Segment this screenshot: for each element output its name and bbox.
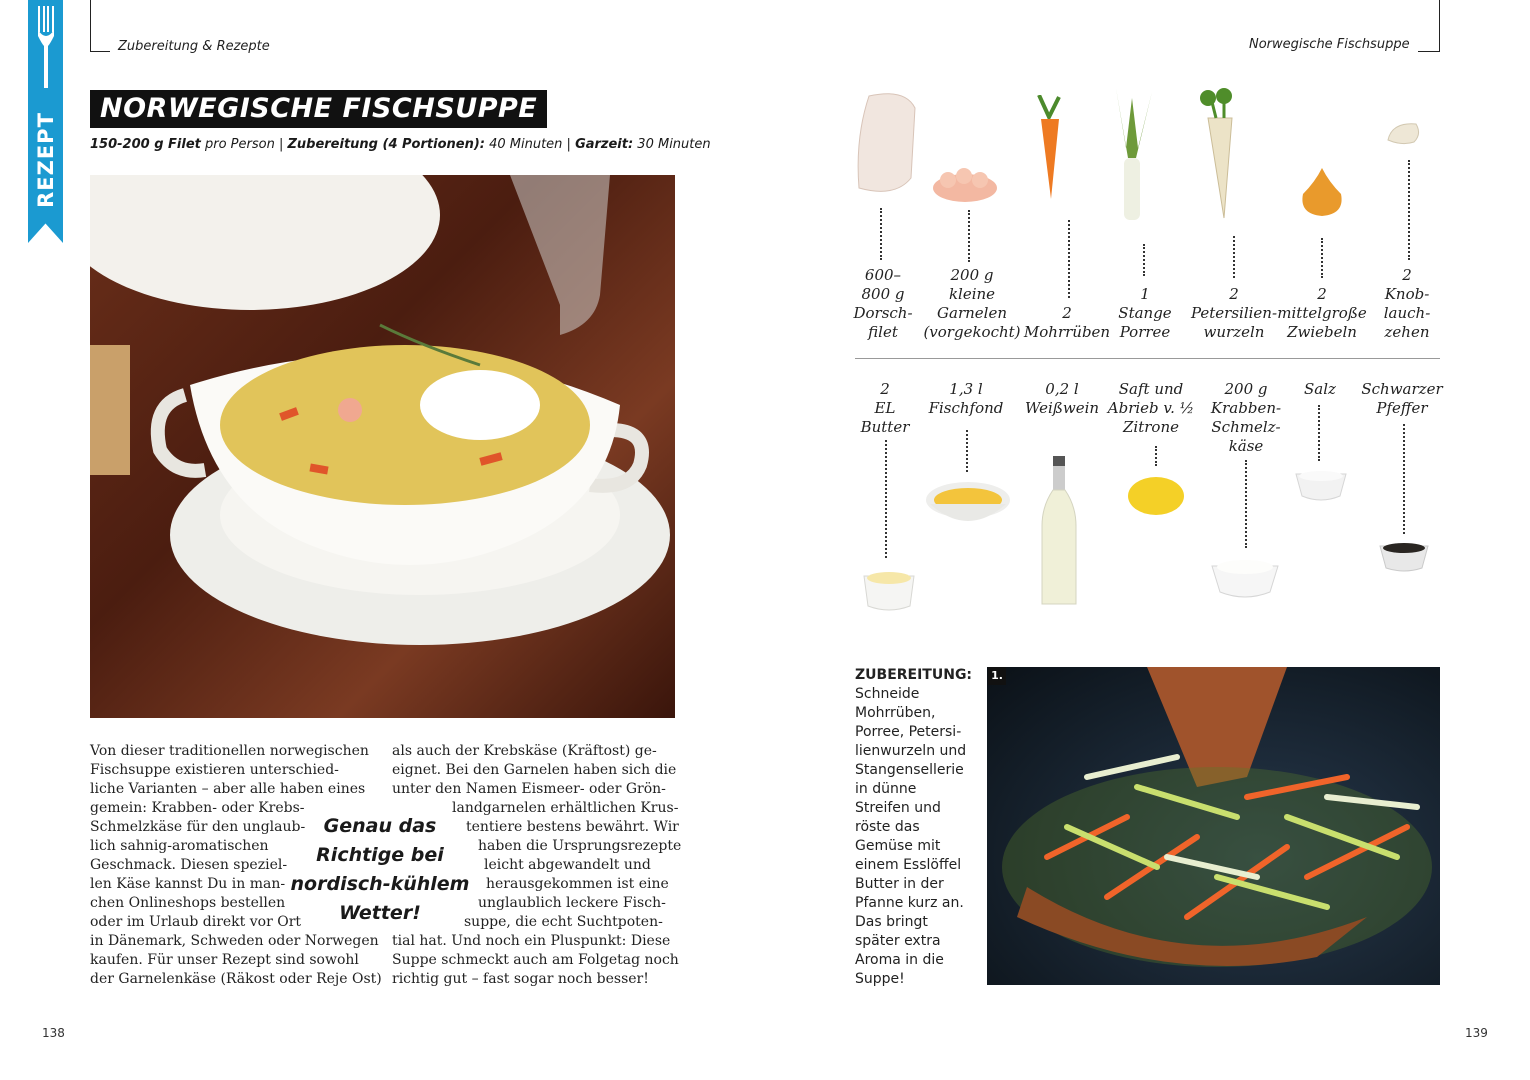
butter-icon (860, 566, 918, 612)
ingredient-label: Saft und Abrieb v. ½ Zitrone (1107, 380, 1195, 436)
lemon-icon (1126, 474, 1186, 518)
page-number-right: 139 (1465, 1026, 1488, 1040)
shrimp-icon (930, 162, 1000, 204)
ingredient-label: Schwarzer Pfeffer (1361, 380, 1443, 417)
running-header-right: Norwegische Fischsuppe (1249, 37, 1410, 52)
ingredient-label: 2 Mohrrüben (1023, 304, 1111, 341)
connector (1068, 220, 1070, 298)
ingredients-divider (855, 358, 1440, 359)
step-badge: 1. (988, 667, 1006, 685)
pepper-icon (1378, 538, 1430, 574)
parsley-root-icon (1194, 88, 1244, 223)
body-text-col2: als auch der Krebskäse (Kräftost) ge- eignet. Bei den Garnelen haben sich die unter den Namen Eismeer- oder Grön- landgarnelen erhältlichen Krus- tentiere bestens bewährt. Wir haben die Ursprungsrezepte leicht abgewandelt und herausgekommen ist eine unglaublich leckere Fisch- suppe, die echt Suchtpoten- tial hat. Und noch ein Pluspunkt: Diese Suppe schmeckt auch am Folgetag noch richtig gut – fast sogar noch besser! (392, 743, 682, 987)
ingredient-label: 1 Stange Porree (1118, 285, 1172, 341)
cheese-bowl-icon (1210, 552, 1280, 600)
connector (1245, 460, 1247, 548)
ingredient-label: 0,2 l Weißwein (1024, 380, 1100, 417)
connector (885, 440, 887, 558)
connector (1403, 424, 1405, 534)
ingredient-label: 200 g kleine Garnelen (vorgekocht) (923, 266, 1021, 341)
ingredient-label: 200 g Krabben- Schmelz- käse (1210, 380, 1282, 455)
connector (1318, 405, 1320, 461)
connector (880, 208, 882, 260)
ingredient-label: 2 mittelgroße Zwiebeln (1277, 285, 1367, 341)
preparation-text: ZUBEREITUNG: Schneide Mohrrüben, Porree, Petersi- lienwurzeln und Stangensellerie in dünne Streifen und röste das Gemüse mit einem Esslöffel Butter in der Pfanne kurz an. Das bringt später extra Aroma in die Suppe! (855, 667, 973, 987)
ingredient-label: 2 Knob- lauch- zehen (1383, 266, 1431, 341)
page-title: NORWEGISCHE FISCHSUPPE (90, 90, 547, 128)
ingredient-label: 1,3 l Fischfond (928, 380, 1004, 417)
connector (1408, 160, 1410, 260)
fish-fillet-icon (855, 88, 917, 198)
header-frame-right-foot (1418, 51, 1439, 52)
fish-stock-icon (924, 478, 1012, 534)
garlic-icon (1386, 120, 1422, 146)
connector (966, 430, 968, 472)
connector (1155, 446, 1157, 466)
header-frame-right (1439, 0, 1440, 52)
fork-icon (36, 6, 56, 88)
pull-quote: Genau das Richtige bei nordisch-kühlem Wetter! (290, 815, 470, 924)
ingredient-label: 600– 800 g Dorsch- filet (853, 266, 913, 341)
carrot-icon (1035, 95, 1065, 205)
body-text-col1: Von dieser traditionellen norwegischen Fischsuppe existieren unterschied- liche Varianten – aber alle haben eines gemein: Krabben- oder Krebs- Schmelzkäse für den unglaub- lich sahnig-aromatischen Geschmack. Diesen speziel- len Käse kannst Du in man- chen Onlineshops bestellen oder im Urlaub direkt vor Ort in Dänemark, Schweden oder Norwegen kaufen. Für unser Rezept sind sowohl der Garnelenkäse (Räkost oder Reje Ost) (90, 743, 382, 987)
ingredient-label: Salz (1304, 380, 1336, 398)
running-header-left: Zubereitung & Rezepte (118, 39, 270, 54)
recipe-meta: 150-200 g Filet pro Person | Zubereitung (4 Portionen): 40 Minuten | Garzeit: 30 Minuten (90, 137, 711, 152)
onion-icon (1299, 168, 1345, 218)
connector (1321, 238, 1323, 278)
page-number-left: 138 (42, 1026, 65, 1040)
connector (1143, 244, 1145, 276)
ingredient-label: 2 EL Butter (860, 380, 910, 436)
rezept-tab-label: REZEPT (33, 112, 58, 208)
wine-bottle-icon (1038, 456, 1080, 611)
connector (968, 210, 970, 262)
pan-vegetables-photo (987, 667, 1440, 985)
ingredient-label: 2 Petersilien- wurzeln (1190, 285, 1278, 341)
salt-icon (1294, 466, 1348, 504)
soup-photo (90, 175, 675, 718)
header-frame-left-foot (90, 51, 110, 52)
leek-icon (1106, 88, 1156, 228)
connector (1233, 236, 1235, 278)
header-frame-left (90, 0, 91, 52)
